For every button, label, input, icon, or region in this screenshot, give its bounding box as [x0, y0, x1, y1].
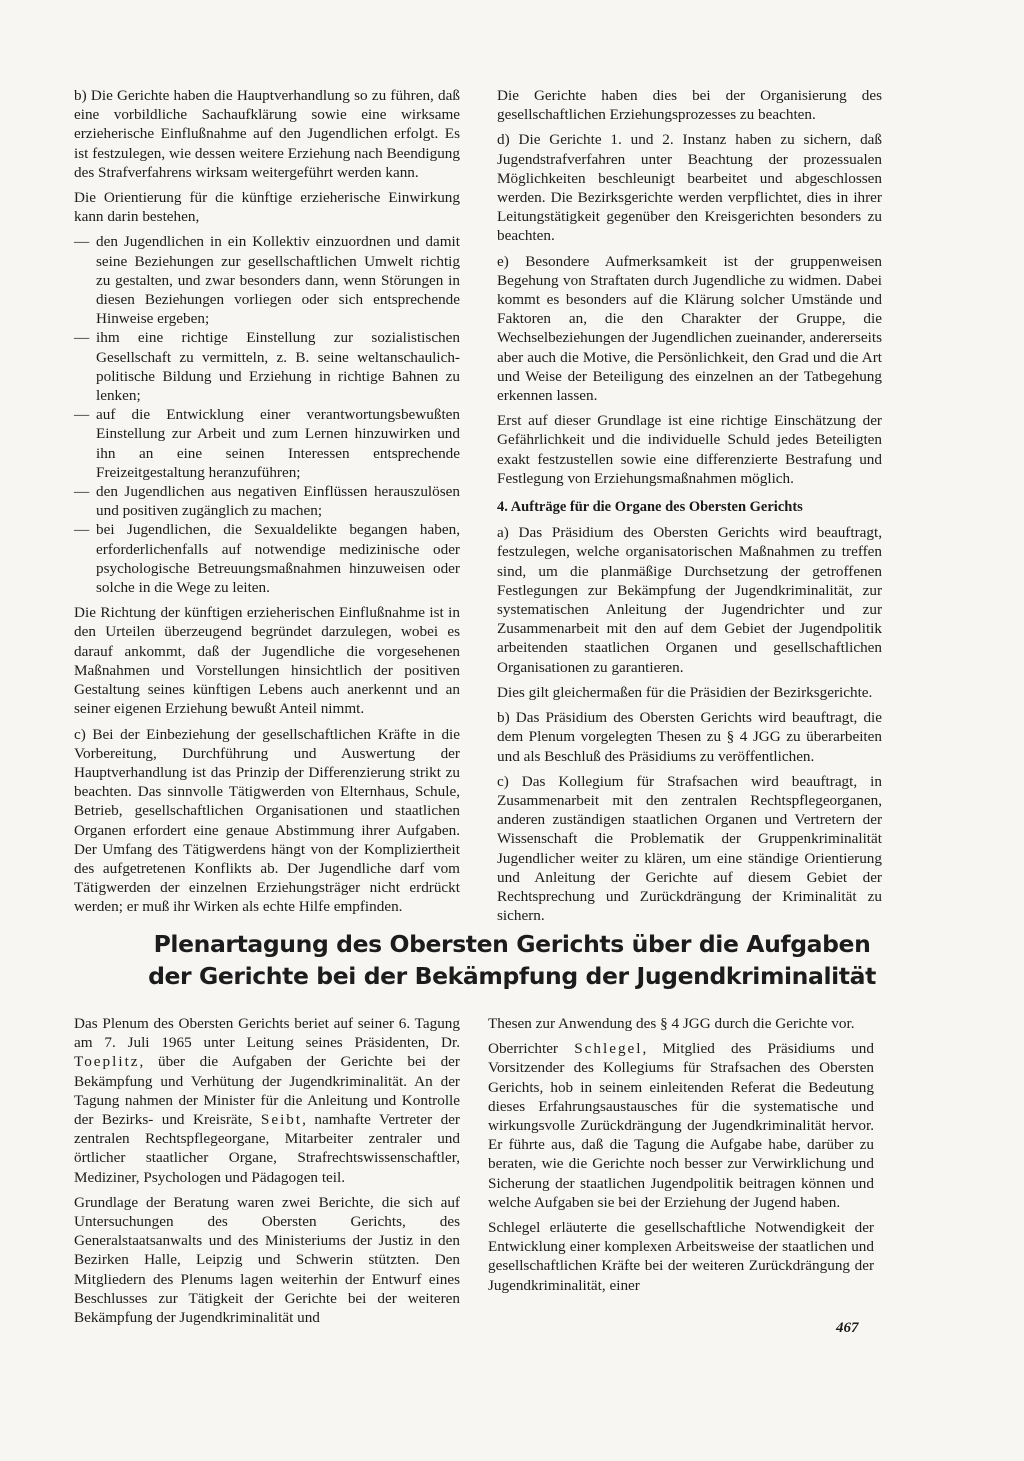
- paragraph-dies-gilt: Dies gilt gleichermaßen für die Präsidien der Bezirksgerichte.: [497, 683, 873, 701]
- name-schlegel: Schlegel: [574, 1040, 643, 1058]
- article-title-line-2: der Gerichte bei der Bekämpfung der Jugendkriminalität: [148, 962, 876, 990]
- bottom-left-column: [74, 1014, 460, 1333]
- paragraph-c-kollegium: c) Das Kollegium für Strafsachen wird beauftragt, in Zusammenarbeit mit den zentralen Rechtspflegeorganen, anderen zuständigen staatlichen Organen und Vertretern der Wissenschaft die Problematik der Gruppenkriminalität Jugendlicher weiter zu klären, um eine ständige Orientierung und Anleitung der Gerichte auf diesem Gebiet der Rechtsprechung und Zurückdrängung der Kriminalität zu sichern.: [497, 772, 882, 925]
- name-seibt: Seibt: [260, 1111, 303, 1129]
- paragraph-c-einbeziehung: c) Bei der Einbeziehung der gesellschaftlichen Kräfte in die Vorbereitung, Durchführung und Auswertung der Hauptverhandlung ist das Prinzip der Differenzierung strikt zu beachten. Das sinnvolle Tätigwerden von Elternhaus, Schule, Betrieb, gesellschaftlichen Organisationen und staatlichen Organen erfordert eine genaue Abstimmung ihrer Aufgaben. Der Umfang des Tätigwerdens hängt von der Kompliziertheit des aufgetretenen Konflikts ab. Der Jugendliche darf vom Tätigwerden der einzelnen Erziehungsträger nicht erdrückt werden; er muß ihr Wirken als echte Hilfe empfinden.: [74, 725, 460, 916]
- paragraph-erst: Erst auf dieser Grundlage ist eine richtige Einschätzung der Gefährlichkeit und die individuelle Schuld jedes Beteiligten exakt festzustellen sowie eine differenzierte Bestrafung und Festlegung von Erziehungsmaßnahmen möglich.: [497, 412, 882, 487]
- bottom-right-column: [488, 1014, 874, 1301]
- list-item: — den Jugendlichen in ein Kollektiv einzuordnen und damit seine Beziehungen zur gesellschaftlichen Umwelt richtig zu gestalten, und zwar besonders dann, wenn Störungen in diesen Beziehungen vorliegen oder sich entsprechende Hinweise ergeben;: [74, 232, 460, 328]
- paragraph-d-instanz: d) Die Gerichte 1. und 2. Instanz haben zu sichern, daß Jugendstrafverfahren unter Beachtung der prozessualen Möglichkeiten beschleunigt bearbeitet und abgeschlossen werden. Die Bezirksgerichte werden verpflichtet, dies in ihrer Leitungstätigkeit gegenüber den Kreisgerichten besonders zu beachten.: [497, 131, 882, 245]
- article-paragraph-1: Das Plenum des Obersten Gerichts beriet auf seiner 6. Tagung am 7. Juli 1965 unter Leitung seines Präsidenten, Dr. Toeplitz, über die Aufgaben der Gerichte bei der Bekämpfung und Verhütung der Jugendkriminalität. An der Tagung nahmen der Minister für die Anleitung und Kontrolle der Bezirks- und Kreisräte, Seibt, namhafte Vertreter der zentralen Rechtspflegeorgane, Mitarbeiter zentraler und örtlicher staatlicher Organe, Strafrechtswissenschaftler, Mediziner, Psychologen und Pädagogen teil.: [74, 1015, 460, 1186]
- paragraph-b-hauptverhandlung: b) Die Gerichte haben die Hauptverhandlung so zu führen, daß eine vorbildliche Sachaufklärung sowie eine wirksame erzieherische Einflußnahme auf den Jugendlichen erfolgt. Es ist festzulegen, wie dessen weitere Erziehung nach Beendigung des Strafverfahrens wirksam weitergeführt werden kann.: [74, 87, 460, 181]
- paragraph-b-thesen: b) Das Präsidium des Obersten Gerichts wird beauftragt, die dem Plenum vorgelegten Thesen zu § 4 JGG zu überarbeiten und als Beschluß des Präsidiums zu veröffentlichen.: [497, 709, 882, 765]
- article-paragraph-4: Oberrichter Schlegel, Mitglied des Präsidiums und Vorsitzender des Kollegiums für Strafsachen des Obersten Gerichts, hob in seinem einleitenden Referat die Bedeutung dieses Erfahrungsaustausches für die systematische und wirkungsvolle Zurückdrängung der Jugendkriminalität hervor. Er führte aus, daß die Tagung die Aufgabe habe, darüber zu beraten, wie die Gerichte noch besser zur Verwirklichung und Sicherung der staatlichen Jugendpolitik beitragen können und welche Aufgaben sie bei der Erziehung der Jugend haben.: [488, 1040, 874, 1211]
- paragraph-e-gruppen: e) Besondere Aufmerksamkeit ist der gruppenweisen Begehung von Straftaten durch Jugendliche zu widmen. Dabei kommt es besonders auf die Klärung solcher Umstände und Faktoren an, die den Charakter der Gruppe, die Wechselbeziehungen der Jugendlichen zueinander, andererseits aber auch die Motive, die Persönlichkeit, den Grad und die Art und Weise der Beteiligung des einzelnen an der Tatbegehung erkennen lassen.: [497, 252, 882, 405]
- paragraph-richtung: Die Richtung der künftigen erzieherischen Einflußnahme ist in den Urteilen überzeugend begründet darzulegen, wobei es darauf ankommt, daß der Jugendliche die vorgesehenen Maßnahmen und Vorstellungen hinsichtlich der positiven Gestaltung seines künftigen Lebens auch anerkennt und an seiner eigenen Erziehung bewußt Anteil nimmt.: [74, 604, 460, 718]
- list-item: — auf die Entwicklung einer verantwortungsbewußten Einstellung zur Arbeit und zum Lernen hinzuwirken und ihn an eine seinen Interessen entsprechende Freizeitgestaltung heranzuführen;: [74, 405, 460, 482]
- article-title: [60, 928, 964, 992]
- article-title-line-1: Plenartagung des Obersten Gerichts über die Aufgaben: [153, 930, 871, 958]
- list-item: — bei Jugendlichen, die Sexualdelikte begangen haben, erforderlichenfalls auf notwendige medizinische oder psychologische Betreuungsmaßnahmen hinzuweisen oder solche in die Wege zu leiten.: [74, 520, 460, 597]
- name-toeplitz: Toeplitz: [74, 1053, 140, 1071]
- list-item: — ihm eine richtige Einstellung zur sozialistischen Gesellschaft zu vermitteln, z. B. seine weltanschaulich-politische Bildung und Erziehung in richtige Bahnen zu lenken;: [74, 328, 460, 405]
- top-right-column: [497, 86, 882, 931]
- top-left-column: [74, 86, 460, 923]
- article-paragraph-5: Schlegel erläuterte die gesellschaftliche Notwendigkeit der Entwicklung einer komplexen Arbeitsweise der staatlichen und gesellschaftlichen Kräfte bei der weiteren Zurückdrängung der Jugendkriminalität, einer: [488, 1219, 874, 1294]
- paragraph-a-praesidium: a) Das Präsidium des Obersten Gerichts wird beauftragt, festzulegen, welche organisatorischen Maßnahmen zu treffen sind, um die planmäßige Durchsetzung der getroffenen Festlegungen zur Bekämpfung der Jugendkriminalität, zur systematischen Anleitung der Jugendrichter und zur Zusammenarbeit mit den auf dem Gebiet der Jugendpolitik arbeitenden staatlichen Organen und gesellschaftlichen Organisationen zu garantieren.: [497, 524, 882, 676]
- list-item: — den Jugendlichen aus negativen Einflüssen herauszulösen und positiven zugänglich zu machen;: [74, 482, 460, 520]
- page-number: 467: [836, 1320, 859, 1336]
- article-paragraph-2: Grundlage der Beratung waren zwei Berichte, die sich auf Untersuchungen des Obersten Gerichts, des Generalstaatsanwalts und des Ministeriums der Justiz in den Bezirken Halle, Leipzig und Schwerin stützten. Den Mitgliedern des Plenums lagen weiterhin der Entwurf eines Beschlusses zur Tätigkeit der Gerichte bei der weiteren Bekämpfung der Jugendkriminalität und: [74, 1193, 460, 1327]
- article-paragraph-3: Thesen zur Anwendung des § 4 JGG durch die Gerichte vor.: [488, 1015, 855, 1032]
- paragraph-continuation: Die Gerichte haben dies bei der Organisierung des gesellschaftlichen Erziehungsprozesses zu beachten.: [497, 87, 882, 124]
- paragraph-orientierung: Die Orientierung für die künftige erzieherische Einwirkung kann darin bestehen,: [74, 189, 460, 226]
- section-heading: 4. Aufträge für die Organe des Obersten Gerichts: [497, 499, 803, 516]
- orientation-list: [74, 232, 460, 597]
